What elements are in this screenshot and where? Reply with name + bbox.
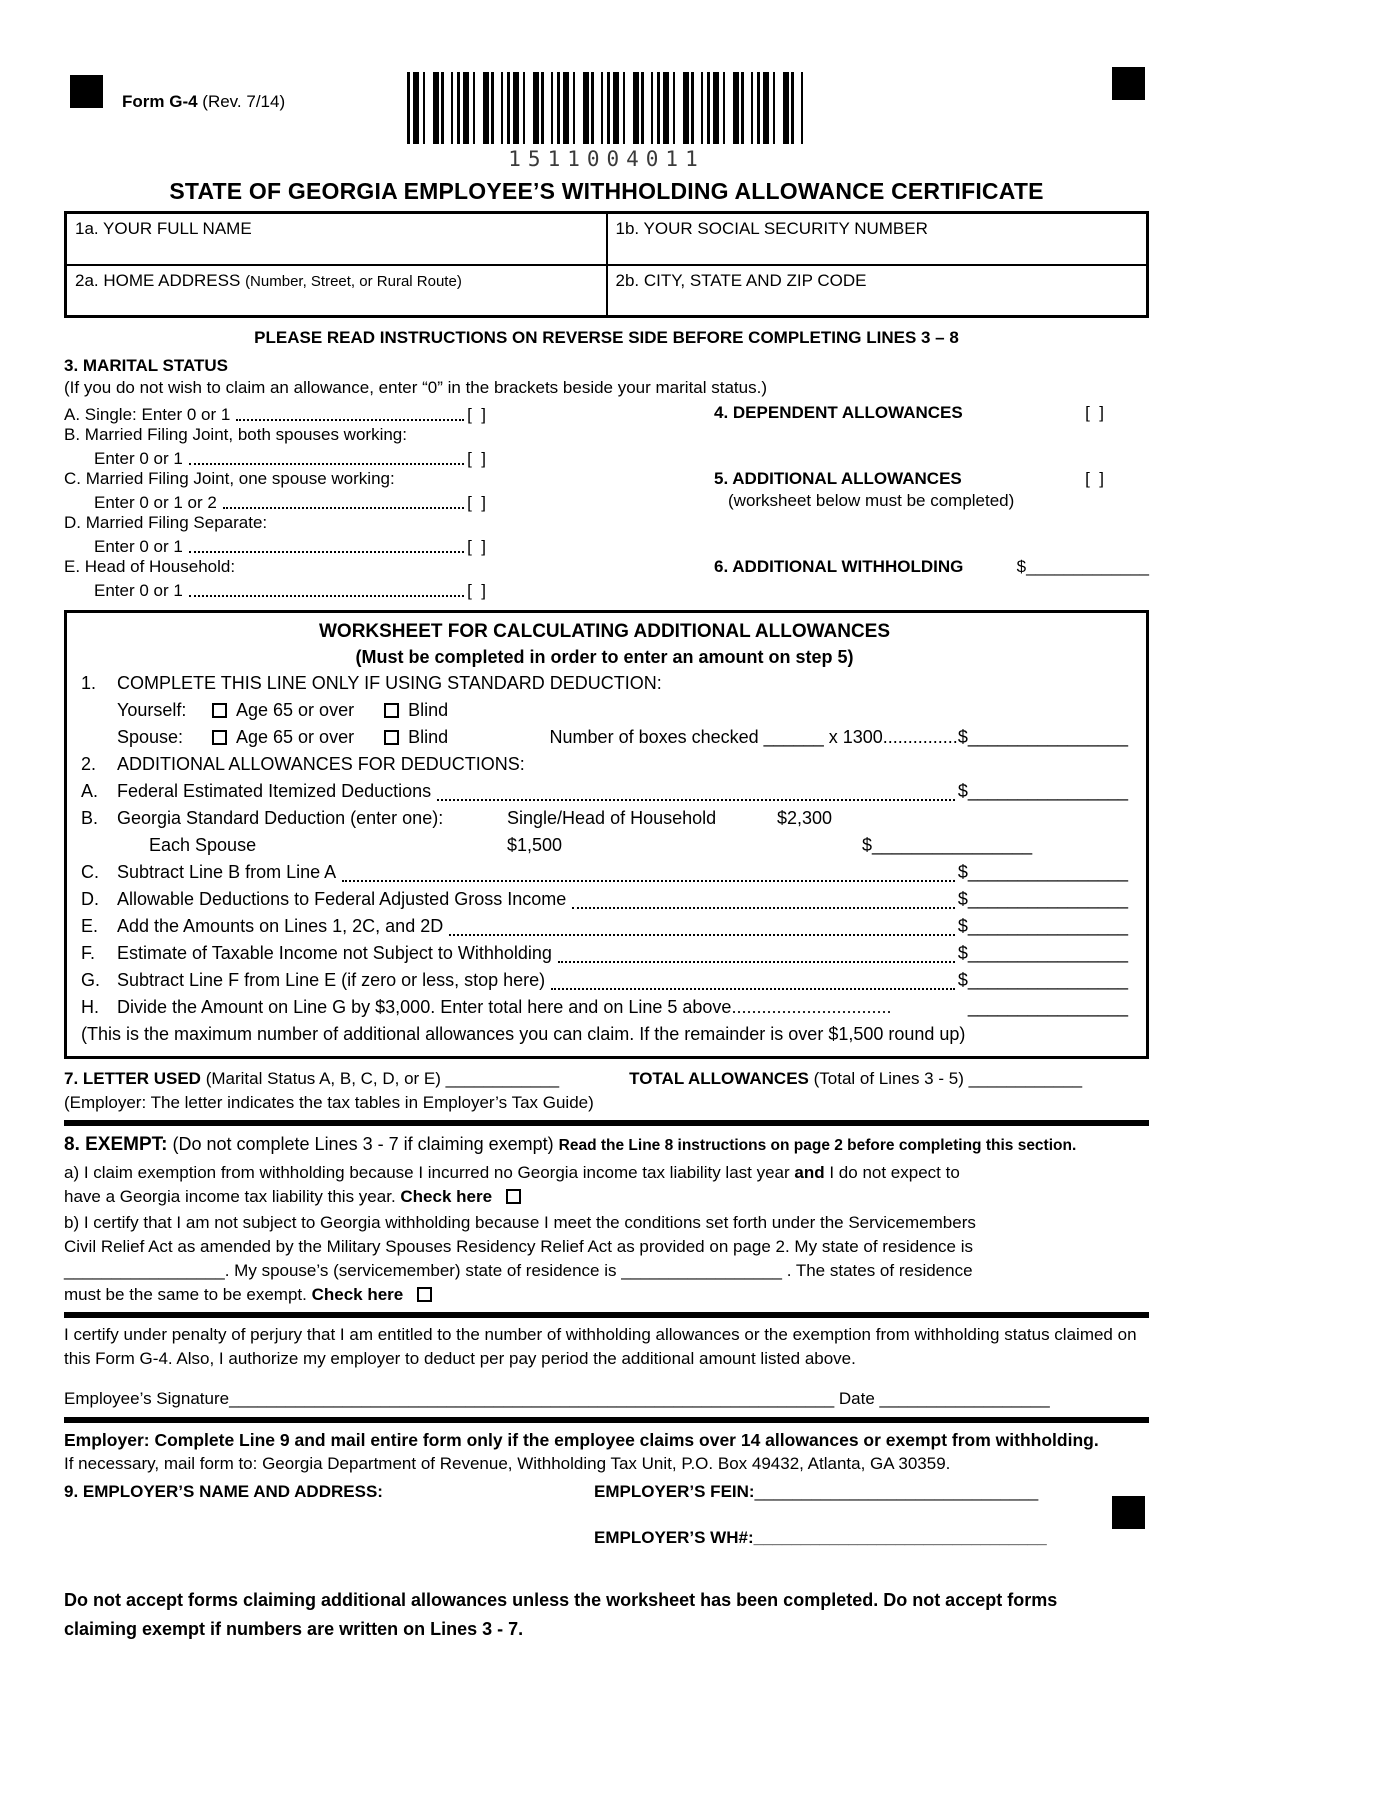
boxes-checked-group [550,724,1128,751]
additional-withholding-label: 6. ADDITIONAL WITHHOLDING [714,557,964,576]
employer-wh-blank[interactable]: _______________________________ [753,1528,1047,1547]
marital-status-note: (If you do not wish to claim an allowance, enter “0” in the brackets beside your marital status.) [64,378,767,397]
worksheet-yourself-row [81,697,1128,724]
dot-leader [572,907,955,909]
blind-label: Blind [408,700,449,720]
worksheet-row-h: H. Divide the Amount on Line G by $3,000. Enter total here and on Line 5 above ................................ ________________ [81,994,1128,1021]
instructions-banner: PLEASE READ INSTRUCTIONS ON REVERSE SIDE BEFORE COMPLETING LINES 3 – 8 [254,328,959,347]
row-f-amount-blank[interactable]: $________________ [957,943,1128,963]
worksheet-row-b-line1: B. Georgia Standard Deduction (enter one): Single/Head of Household $2,300 [81,805,1128,832]
marital-option-d [64,535,486,557]
identity-table [64,211,1149,318]
worksheet-row-g: G. Subtract Line F from Line E (if zero or less, stop here) $________________ [81,967,1128,994]
each-spouse-option: Each Spouse [149,835,257,855]
employer-instruction: Employer: Complete Line 9 and mail entire form only if the employee claims over 14 allowances or exempt from withholding. [64,1430,1099,1450]
each-spouse-amount: $1,500 [507,835,563,855]
marital-option-e-enter-label: Enter 0 or 1 [94,581,183,600]
employer-name-address-label: 9. EMPLOYER’S NAME AND ADDRESS: [64,1482,383,1501]
line8-section [64,1131,1149,1307]
worksheet-row-f: F. Estimate of Taxable Income not Subject to Withholding $________________ [81,940,1128,967]
letter-used-label: 7. LETTER USED [64,1069,201,1088]
letter-used-blank[interactable]: ____________ [445,1069,560,1088]
worksheet-footnote: (This is the maximum number of additional allowances you can claim. If the remainder is over $1,500 round up) [81,1024,966,1044]
yourself-age65-checkbox[interactable] [212,703,227,718]
home-address-hint: (Number, Street, or Rural Route) [245,272,462,290]
home-address-label: 2a. HOME ADDRESS (Number, Street, or Rural Route) [75,270,462,290]
full-name-label: 1a. YOUR FULL NAME [75,219,252,238]
city-state-zip-label: 2b. CITY, STATE AND ZIP CODE [615,270,867,290]
perjury-certification: I certify under penalty of perjury that I am entitled to the number of withholding allowances or the exemption from withholding status claimed on this Form G-4. Also, I authorize my employer to deduct per pay period the additional amount listed above. [64,1325,1137,1368]
worksheet-title: WORKSHEET FOR CALCULATING ADDITIONAL ALLOWANCES [318,621,891,642]
worksheet-box [64,610,1149,1059]
row-h-amount-blank[interactable]: ________________ [967,997,1128,1017]
form-header [64,62,1149,171]
dot-leader [551,988,955,990]
row-d-amount-blank[interactable]: $________________ [957,889,1128,909]
row-a-amount-blank[interactable]: $________________ [957,781,1128,801]
signature-row [64,1389,1149,1409]
employee-signature-blank[interactable]: ________________________________________________________________ [229,1389,835,1408]
worksheet-row-b-line2 [81,832,1128,859]
additional-allowances-note: (worksheet below must be completed) [728,491,1015,510]
yourself-label: Yourself: [117,700,187,720]
employer-fein-blank[interactable]: ______________________________ [754,1482,1039,1501]
dot-leader [189,551,464,553]
exempt-hint: (Do not complete Lines 3 - 7 if claiming exempt) [167,1134,559,1154]
spouse-state-of-residence-blank[interactable]: _________________ [621,1261,782,1280]
form-content [64,0,1149,1644]
marital-option-e [64,579,486,601]
home-address-field[interactable] [66,265,607,317]
exempt-b-checkbox[interactable] [417,1287,432,1302]
marital-option-b [64,447,486,469]
employee-signature-label: Employee’s Signature [64,1389,230,1408]
age65-label: Age 65 or over [236,727,355,747]
marital-option-c [64,491,486,513]
section-divider [64,1312,1149,1318]
form-id [122,92,285,112]
row-c-amount-blank[interactable]: $________________ [957,862,1128,882]
boxes-checked-blank[interactable]: ______ [763,727,824,747]
date-label: Date [834,1389,880,1408]
marital-option-e-label: E. Head of Household: [64,557,236,576]
row-h-dots: ................................ [731,997,892,1017]
dot-leader [558,961,955,963]
employer-section [64,1428,1149,1550]
dot-leader [189,595,464,597]
marital-option-d-label: D. Married Filing Separate: [64,513,268,532]
marital-option-a-label: A. Single: Enter 0 or 1 [64,405,231,424]
full-name-field[interactable] [66,213,607,265]
worksheet-spouse-row [81,724,1128,751]
marital-option-d-enter-label: Enter 0 or 1 [94,537,183,556]
worksheet-subtitle: (Must be completed in order to enter an amount on step 5) [355,647,854,667]
yourself-blind-checkbox[interactable] [384,703,399,718]
registration-mark-bottom-right-icon [1112,1496,1145,1529]
marital-option-c-bracket[interactable]: [ ] [467,493,486,512]
marital-status-heading: 3. MARITAL STATUS [64,356,229,375]
age65-label: Age 65 or over [236,700,355,720]
boxes-checked-label: Number of boxes checked [549,727,764,747]
single-hoh-option: Single/Head of Household [507,808,717,828]
dot-leader [236,419,464,421]
additional-allowances-line [714,469,1149,491]
city-state-zip-field[interactable] [607,265,1148,317]
ssn-label: 1b. YOUR SOCIAL SECURITY NUMBER [615,219,928,238]
marital-option-b-label: B. Married Filing Joint, both spouses working: [64,425,407,444]
additional-withholding-blank[interactable]: $_____________ [1016,557,1149,576]
blind-label: Blind [408,727,449,747]
marital-option-e-bracket[interactable]: [ ] [467,581,486,600]
employer-wh-label: EMPLOYER’S WH#: [594,1528,754,1547]
section-divider [64,1417,1149,1423]
single-hoh-amount: $2,300 [777,808,833,828]
dot-leader [223,507,464,509]
row-e-amount-blank[interactable]: $________________ [957,916,1128,936]
spouse-age65-checkbox[interactable] [212,730,227,745]
dot-leader [449,934,955,936]
spouse-label: Spouse: [117,727,184,747]
marital-option-c-enter-label: Enter 0 or 1 or 2 [94,493,217,512]
dependent-allowances-label: 4. DEPENDENT ALLOWANCES [714,403,963,422]
dot-leader [342,880,955,882]
letter-used-hint: (Marital Status A, B, C, D, or E) [200,1069,446,1088]
exempt-label: 8. EXEMPT: [64,1134,168,1155]
line1-amount-blank[interactable]: $________________ [957,727,1128,747]
spouse-blind-checkbox[interactable] [384,730,399,745]
worksheet-row-a: A. Federal Estimated Itemized Deductions $________________ [81,778,1128,805]
total-allowances-blank[interactable]: ____________ [968,1069,1083,1088]
employer-fein-label: EMPLOYER’S FEIN: [594,1482,755,1501]
total-allowances-label: TOTAL ALLOWANCES [629,1069,809,1088]
marital-option-d-bracket[interactable]: [ ] [467,537,486,556]
dot-leader [437,799,955,801]
worksheet-line1-heading: 1. COMPLETE THIS LINE ONLY IF USING STANDARD DEDUCTION: [81,673,662,693]
dependent-allowances-line [714,403,1149,425]
marital-option-a [64,403,486,425]
barcode-block [407,72,807,171]
form-revision: (Rev. 7/14) [197,92,286,111]
additional-allowances-label: 5. ADDITIONAL ALLOWANCES [714,469,962,488]
dot-leader [189,463,464,465]
worksheet-line2-heading: 2. ADDITIONAL ALLOWANCES FOR DEDUCTIONS: [81,754,525,774]
check-here-label: Check here [400,1187,493,1206]
total-allowances-hint: (Total of Lines 3 - 5) [808,1069,969,1088]
exempt-b-paragraph: b) I certify that I am not subject to Georgia withholding because I meet the conditions set forth under the Servicemembers Civil Relief Act as amended by the Military Spouses Residency Relief Act as provided on page 2. My state of residence is _________________. My spouse’s (servicemember) state of residence is _________________ . The states of residence must be the same to be exempt. Check here [64,1213,976,1304]
dependent-allowances-bracket[interactable]: [ ] [1085,403,1104,422]
exempt-a-checkbox[interactable] [506,1189,521,1204]
additional-withholding-line [714,557,1149,579]
row-b-amount-blank[interactable]: $________________ [862,835,1033,855]
form-number: Form G-4 [122,92,198,111]
state-of-residence-blank[interactable]: _________________ [64,1261,225,1280]
section-divider [64,1120,1149,1126]
date-blank[interactable]: __________________ [879,1389,1050,1408]
marital-option-b-bracket[interactable]: [ ] [467,449,486,468]
check-here-label: Check here [311,1285,404,1304]
barcode-icon [407,72,807,144]
ssn-field[interactable] [607,213,1148,265]
additional-allowances-bracket[interactable]: [ ] [1085,469,1104,488]
line7-employer-note: (Employer: The letter indicates the tax tables in Employer’s Tax Guide) [64,1093,594,1112]
exempt-a-paragraph: a) I claim exemption from withholding because I incurred no Georgia income tax liability last year and I do not expect to have a Georgia income tax liability this year. Check here [64,1163,960,1206]
marital-option-a-bracket[interactable]: [ ] [467,405,486,424]
line7-section [64,1067,1149,1115]
footer-warning: Do not accept forms claiming additional allowances unless the worksheet has been completed. Do not accept forms claiming exempt if numbers are written on Lines 3 - 7. [64,1590,1058,1639]
employer-mail-note: If necessary, mail form to: Georgia Department of Revenue, Withholding Tax Unit, P.O. Box 49432, Atlanta, GA 30359. [64,1454,951,1473]
row-g-amount-blank[interactable]: $________________ [957,970,1128,990]
marital-status-section [64,403,1149,601]
worksheet-row-c: C. Subtract Line B from Line A $________________ [81,859,1128,886]
worksheet-row-e: E. Add the Amounts on Lines 1, 2C, and 2D $________________ [81,913,1128,940]
marital-option-c-label: C. Married Filing Joint, one spouse working: [64,469,395,488]
worksheet-row-d: D. Allowable Deductions to Federal Adjusted Gross Income $________________ [81,886,1128,913]
exempt-read-note: Read the Line 8 instructions on page 2 before completing this section. [558,1137,1077,1154]
form-title: STATE OF GEORGIA EMPLOYEE’S WITHHOLDING ALLOWANCE CERTIFICATE [169,178,1044,204]
barcode-number: 1511004011 [508,147,705,171]
times-1300-label: x 1300............... [823,727,958,747]
marital-option-b-enter-label: Enter 0 or 1 [94,449,183,468]
